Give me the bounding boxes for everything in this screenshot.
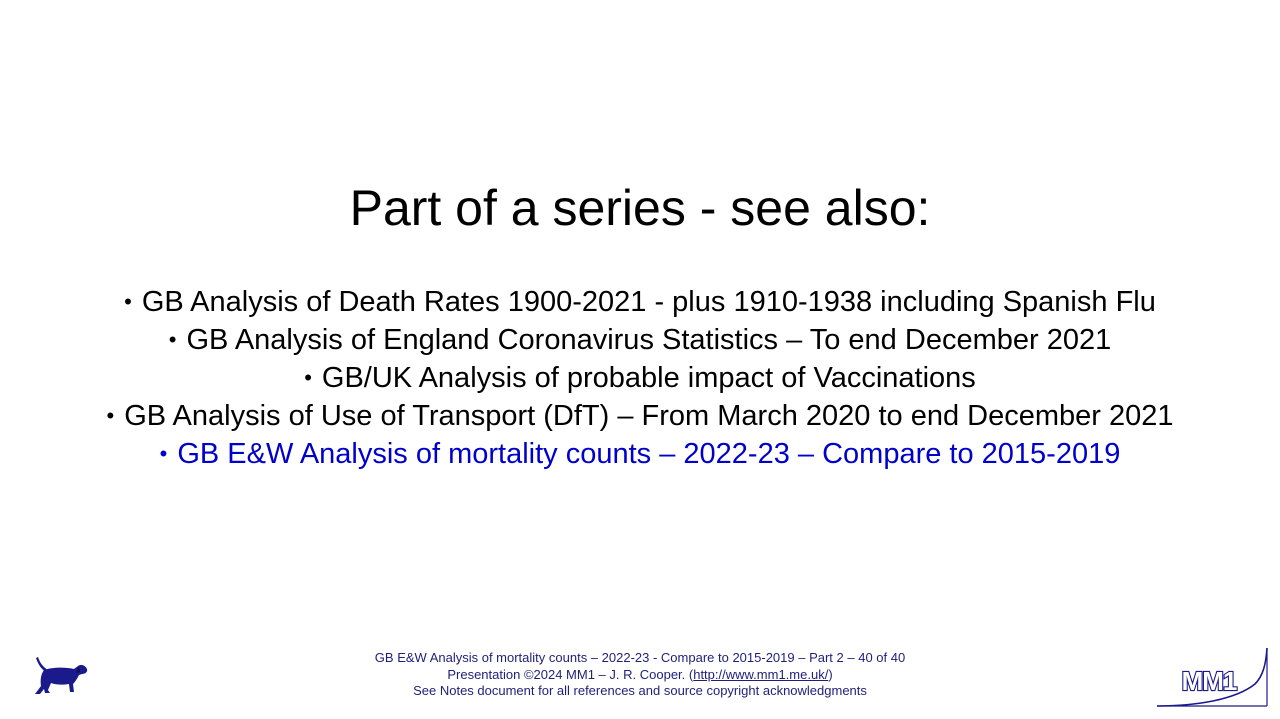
- series-item-label: GB Analysis of Death Rates 1900-2021 - plus 1910-1938 including Spanish Flu: [141, 286, 1156, 318]
- mm1-logo-text: MM1: [1181, 666, 1237, 696]
- footer-copyright: Presentation ©2024 MM1 – J. R. Cooper. (http://www.mm1.me.uk/): [447, 666, 833, 682]
- bullet-icon: •: [168, 327, 177, 352]
- series-item-mortality-counts[interactable]: [0, 435, 1280, 473]
- bullet-icon: •: [159, 441, 168, 466]
- series-item-label: GB Analysis of England Coronavirus Statistics – To end December 2021: [186, 324, 1112, 356]
- series-item-label: GB/UK Analysis of probable impact of Vaccinations: [321, 362, 976, 394]
- bullet-icon: •: [106, 403, 115, 428]
- series-item-vaccinations[interactable]: [0, 359, 1280, 397]
- bullet-icon: •: [124, 289, 132, 314]
- series-item-label: GB Analysis of Use of Transport (DfT) – From March 2020 to end December 2021: [124, 400, 1174, 432]
- series-item-death-rates[interactable]: [0, 283, 1280, 321]
- bullet-icon: •: [304, 365, 312, 390]
- footer: [0, 650, 1280, 700]
- series-list: [0, 283, 1280, 473]
- footer-website-link[interactable]: http://www.mm1.me.uk/: [693, 666, 829, 682]
- footer-notes: See Notes document for all references and source copyright acknowledgments: [413, 683, 867, 698]
- series-item-transport[interactable]: [0, 397, 1280, 435]
- series-item-label: GB E&W Analysis of mortality counts – 2022-23 – Compare to 2015-2019: [177, 438, 1121, 470]
- slide-title: Part of a series - see also:: [349, 180, 931, 236]
- series-item-coronavirus-statistics[interactable]: [0, 321, 1280, 359]
- footer-presentation-title: GB E&W Analysis of mortality counts – 2022-23 - Compare to 2015-2019 – Part 2 – 40 of 40: [374, 650, 906, 665]
